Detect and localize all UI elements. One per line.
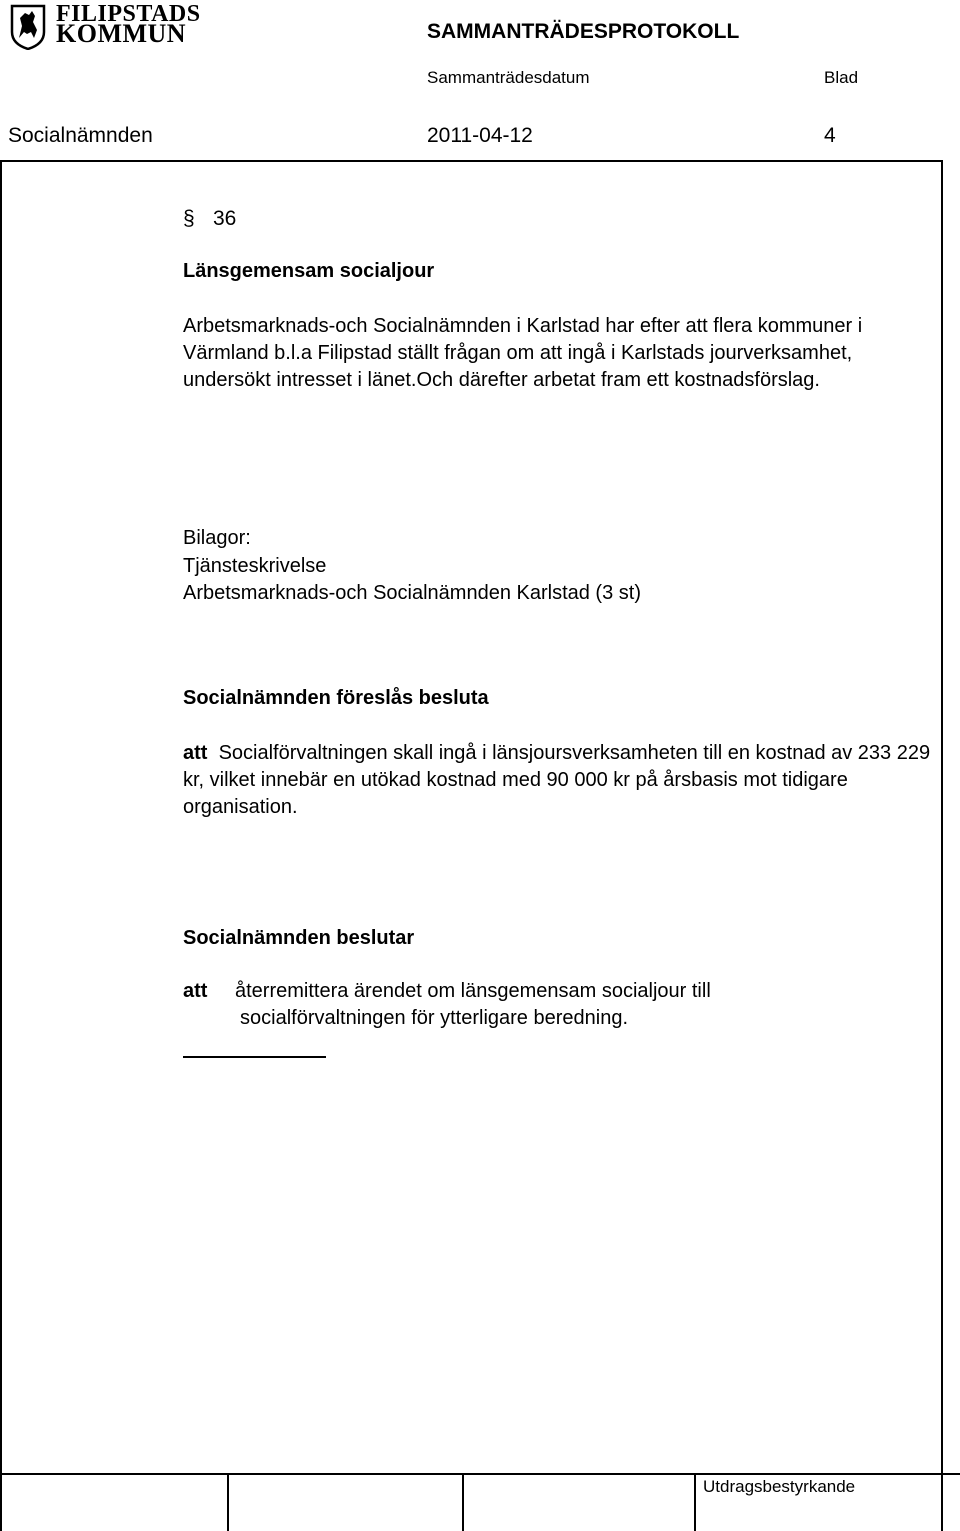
proposal-body: Socialförvaltningen skall ingå i länsjoursverksamheten till en kostnad av 233 229 kr, vilket innebär en utökad kostnad med 90 000 kr på årsbasis mot tidigare organisation. — [183, 742, 931, 818]
left-margin-line — [0, 160, 2, 1531]
proposal-heading: Socialnämnden föreslås besluta — [183, 687, 489, 709]
logo-wordmark — [56, 1, 201, 48]
signature-box — [462, 1473, 464, 1531]
municipality-logo — [10, 1, 210, 50]
proposal-att: att — [183, 742, 208, 764]
committee-name: Socialnämnden — [8, 124, 153, 147]
page-number: 4 — [824, 124, 836, 147]
paragraph-number — [183, 207, 236, 231]
section-symbol: § — [183, 207, 195, 230]
decision-line: socialförvaltningen för ytterligare beredning. — [240, 1007, 628, 1029]
item-title: Länsgemensam socialjour — [183, 260, 435, 282]
header-divider — [0, 160, 943, 162]
decision-att: att — [183, 980, 208, 1002]
footer-divider — [0, 1473, 960, 1475]
coat-of-arms-icon — [10, 4, 46, 50]
meeting-date: 2011-04-12 — [427, 124, 533, 147]
signature-box — [0, 1473, 2, 1531]
proposal-text — [183, 740, 943, 821]
end-of-item-rule — [183, 1056, 326, 1058]
logo-line-1: FILIPSTADS — [56, 1, 201, 27]
attachment-item: Arbetsmarknads-och Socialnämnden Karlstad (3 st) — [183, 582, 641, 604]
item-background: Arbetsmarknads-och Socialnämnden i Karlstad har efter att flera kommuner i Värmland b.l.a Filipstad ställt frågan om att ingå i Karlstads jourverksamhet, undersökt intresset i länet.Och därefter arbetat fram ett kostnadsförslag. — [183, 315, 863, 391]
attachment-item: Tjänsteskrivelse — [183, 555, 327, 577]
right-margin-line — [941, 160, 943, 1531]
decision-line: återremittera ärendet om länsgemensam socialjour till — [235, 980, 711, 1002]
decision-heading: Socialnämnden beslutar — [183, 927, 415, 949]
signature-box — [694, 1473, 696, 1531]
page-label: Blad — [824, 68, 859, 87]
section-number: 36 — [213, 207, 237, 230]
certification-label: Utdragsbestyrkande — [703, 1477, 856, 1496]
attachments-label: Bilagor: — [183, 527, 251, 549]
meeting-date-label: Sammanträdesdatum — [427, 68, 590, 87]
signature-box — [227, 1473, 229, 1531]
logo-line-2: KOMMUN — [56, 19, 187, 48]
document-title: SAMMANTRÄDESPROTOKOLL — [427, 20, 740, 43]
